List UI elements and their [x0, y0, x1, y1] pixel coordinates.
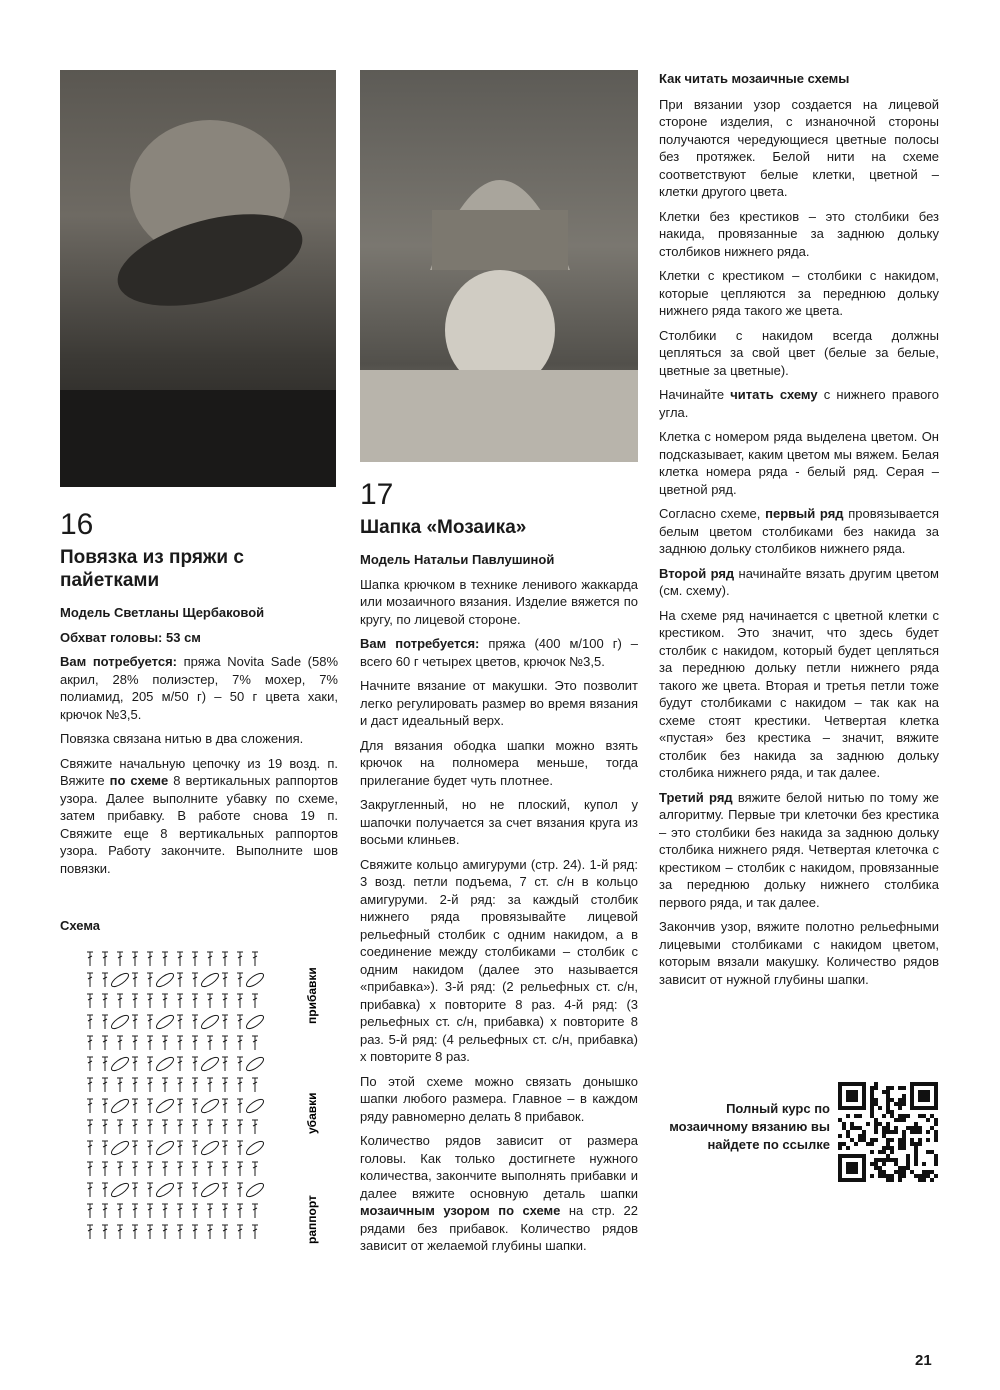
scheme-stitch-symbol [177, 1183, 183, 1197]
scheme-stitch-symbol [252, 1078, 258, 1092]
scheme-stitch-symbol [237, 1015, 243, 1029]
mosaic-p6: Клетка с номером ряда выделена цветом. Он подсказывает, каким цветом мы вяжем. Белая клетка номера ряда - белый ряд. Серая – цветной ряд. [659, 429, 939, 497]
scheme-stitch-symbol [192, 1057, 198, 1071]
scheme-stitch-symbol [162, 1225, 168, 1239]
scheme-stitch-symbol [177, 1015, 183, 1029]
scheme-stitch-symbol [222, 1162, 228, 1176]
scheme-stitch-symbol [102, 1099, 108, 1113]
project-16-size: Обхват головы: 53 см [60, 629, 201, 645]
scheme-stitch-symbol [147, 1162, 153, 1176]
scheme-stitch-symbol [192, 1120, 198, 1134]
mosaic-p10: Третий ряд вяжите белой нитью по тому же алгоритму. Первые три клеточки без крестика – это столбики без накида за заднюю дольку столбика нижнего рядя. Четвертая клеточка с крестиком – столбик с накидом, провязанные за переднюю дольку нижнего столбика первого ряда, и так далее. [659, 789, 939, 910]
scheme-stitch-symbol [192, 1162, 198, 1176]
scheme-stitch-symbol [177, 1120, 183, 1134]
scheme-cluster-symbol [110, 971, 131, 989]
scheme-cluster-symbol [110, 1097, 131, 1115]
mosaic-heading: Как читать мозаичные схемы [659, 71, 850, 86]
scheme-stitch-symbol [87, 1057, 93, 1071]
project-17-p3: Начните вязание от макушки. Это позволит легко регулировать размер во время вязания и даст идеальный верх. [360, 678, 638, 728]
scheme-stitch-symbol [177, 1141, 183, 1155]
scheme-stitch-symbol [207, 1204, 213, 1218]
scheme-cluster-symbol [200, 971, 221, 989]
scheme-stitch-symbol [117, 1078, 123, 1092]
scheme-stitch-symbol [132, 1078, 138, 1092]
mosaic-p4: Столбики с накидом всегда должны цепляться за свой цвет (белые за белые, цветные за цветные). [659, 327, 939, 378]
scheme-stitch-symbol [222, 1120, 228, 1134]
scheme-stitch-symbol [132, 1057, 138, 1071]
scheme-stitch-symbol [177, 952, 183, 966]
scheme-stitch-symbol [147, 1057, 153, 1071]
mosaic-p7: Согласно схеме, первый ряд провязывается белым цветом столбиками без накида за заднюю дольку столбиков нижнего ряда. [659, 506, 940, 556]
scheme-cluster-symbol [110, 1013, 131, 1031]
scheme-cluster-symbol [245, 1181, 266, 1199]
scheme-stitch-symbol [87, 973, 93, 987]
scheme-stitch-symbol [87, 1141, 93, 1155]
scheme-stitch-symbol [117, 1036, 123, 1050]
project-17-p1: Шапка крючком в технике ленивого жаккарда или мозаичного вязания. Изделие вяжется по кругу, по лицевой стороне. [360, 576, 638, 627]
scheme-stitch-symbol [102, 1183, 108, 1197]
scheme-stitch-symbol [237, 952, 243, 966]
scheme-stitch-symbol [207, 994, 213, 1008]
scheme-stitch-symbol [192, 1141, 198, 1155]
scheme-stitch-symbol [177, 994, 183, 1008]
scheme-cluster-symbol [245, 1013, 266, 1031]
mosaic-guide [659, 70, 939, 995]
scheme-stitch-symbol [192, 1036, 198, 1050]
scheme-stitch-symbol [222, 1141, 228, 1155]
crochet-scheme [60, 944, 330, 1259]
scheme-stitch-symbol [87, 994, 93, 1008]
scheme-stitch-symbol [222, 952, 228, 966]
scheme-stitch-symbol [177, 1036, 183, 1050]
mosaic-p8: Второй ряд начинайте вязать другим цветом (см. схему). [659, 565, 939, 598]
scheme-stitch-symbol [147, 973, 153, 987]
scheme-stitch-symbol [207, 1120, 213, 1134]
scheme-repeat-label: раппорт [305, 1195, 319, 1244]
project-16 [60, 508, 338, 884]
scheme-stitch-symbol [237, 973, 243, 987]
scheme-stitch-symbol [192, 1078, 198, 1092]
scheme-stitch-symbol [252, 952, 258, 966]
scheme-cluster-symbol [200, 1055, 221, 1073]
scheme-cluster-symbol [110, 1055, 131, 1073]
scheme-stitch-symbol [192, 952, 198, 966]
scheme-cluster-symbol [200, 1139, 221, 1157]
scheme-stitch-symbol [162, 1036, 168, 1050]
scheme-cluster-symbol [200, 1181, 221, 1199]
scheme-stitch-symbol [177, 1099, 183, 1113]
project-17-author: Модель Натальи Павлушиной [360, 552, 555, 567]
scheme-stitch-symbol [132, 1099, 138, 1113]
scheme-stitch-symbol [102, 1057, 108, 1071]
scheme-stitch-symbol [117, 1225, 123, 1239]
mosaic-p2: Клетки без крестиков – это столбики без накида, провязанные за заднюю дольку столбиков нижнего ряда. [659, 208, 939, 259]
scheme-stitch-symbol [177, 1204, 183, 1218]
scheme-stitch-symbol [87, 1015, 93, 1029]
scheme-stitch-symbol [177, 1162, 183, 1176]
scheme-stitch-symbol [177, 1078, 183, 1092]
scheme-stitch-symbol [192, 1099, 198, 1113]
scheme-stitch-symbol [102, 1204, 108, 1218]
scheme-label: Схема [60, 918, 101, 933]
scheme-stitch-symbol [162, 1120, 168, 1134]
scheme-stitch-symbol [222, 1078, 228, 1092]
scheme-stitch-symbol [222, 1057, 228, 1071]
scheme-stitch-symbol [192, 1183, 198, 1197]
scheme-stitch-symbol [237, 994, 243, 1008]
mosaic-p1: При вязании узор создается на лицевой стороне изделия, с изнаночной стороны получаются чередующиеся цветные полосы без протяжек. Белой нити на схеме соответствуют белые клетки, цветной – клетки другого цвета. [659, 96, 939, 199]
scheme-stitch-symbol [117, 1162, 123, 1176]
scheme-stitch-symbol [192, 1225, 198, 1239]
scheme-stitch-symbol [102, 1141, 108, 1155]
scheme-stitch-symbol [132, 1120, 138, 1134]
scheme-stitch-symbol [237, 1204, 243, 1218]
scheme-stitch-symbol [147, 1120, 153, 1134]
scheme-stitch-symbol [87, 952, 93, 966]
scheme-stitch-symbol [87, 1162, 93, 1176]
scheme-stitch-symbol [87, 1183, 93, 1197]
scheme-stitch-symbol [132, 1183, 138, 1197]
scheme-stitch-symbol [237, 1141, 243, 1155]
scheme-stitch-symbol [147, 994, 153, 1008]
scheme-stitch-symbol [207, 1225, 213, 1239]
scheme-stitch-symbol [117, 952, 123, 966]
scheme-stitch-symbol [87, 1099, 93, 1113]
scheme-cluster-symbol [245, 1097, 266, 1115]
project-16-materials: Вам потребуется: пряжа Novita Sade (58% акрил, 28% полиэстер, 7% мохер, 7% полиамид, 205 м/50 г) – 50 г цвета хаки, крючок №3,5. [60, 654, 339, 722]
scheme-stitch-symbol [132, 1162, 138, 1176]
scheme-stitch-symbol [252, 1162, 258, 1176]
scheme-stitch-symbol [252, 994, 258, 1008]
scheme-stitch-symbol [192, 1015, 198, 1029]
scheme-stitch-symbol [237, 1183, 243, 1197]
qr-code[interactable] [838, 1082, 938, 1182]
hat-photo [360, 70, 638, 462]
scheme-stitch-symbol [132, 1036, 138, 1050]
scheme-stitch-symbol [237, 1120, 243, 1134]
project-16-p2: Свяжите начальную цепочку из 19 возд. п. Вяжите по схеме 8 вертикальных раппортов узора. Далее выполните убавку по схеме, затем прибавку. В работе снова 19 п. Свяжите еще 8 вертикальных раппортов узора. Работу закончите. Выполните шов повязки. [60, 755, 338, 876]
scheme-cluster-symbol [245, 1139, 266, 1157]
mosaic-p3: Клетки с крестиком – столбики с накидом, которые цепляются за переднюю дольку нижнего ряда такого же цвета. [659, 268, 939, 318]
scheme-cluster-symbol [155, 1013, 176, 1031]
scheme-stitch-symbol [102, 973, 108, 987]
scheme-stitch-symbol [147, 1036, 153, 1050]
scheme-stitch-symbol [192, 973, 198, 987]
scheme-stitch-symbol [87, 1204, 93, 1218]
project-17-p8: Количество рядов зависит от размера головы. Как только достигнете нужного количества, закончите выполнять прибавки и далее вяжите основную деталь шапки мозаичным узором по схеме на стр. 22 рядами без прибавок. Количество рядов зависит от желаемой глубины шапки. [360, 1133, 638, 1253]
scheme-decrease-label: убавки [305, 1092, 319, 1134]
scheme-stitch-symbol [147, 1099, 153, 1113]
scheme-increase-label: прибавки [305, 967, 319, 1024]
mosaic-p9: На схеме ряд начинается с цветной клетки с крестиком. Это значит, что здесь будет столбик с накидом, который будет цепляться за переднюю дольку петли нижнего ряда такого же цвета. Вторая и третья петли тоже будут столбиками с накидом – так как на схеме стоят крестики. Четвертая клетка «пустая» без крестика – значит, вяжите столбик без накида за заднюю дольку столбика нижнего ряда, и так далее. [659, 607, 939, 780]
scheme-stitch-symbol [222, 1183, 228, 1197]
scheme-cluster-symbol [200, 1013, 221, 1031]
scheme-stitch-symbol [87, 1225, 93, 1239]
scheme-stitch-symbol [252, 1225, 258, 1239]
project-17-p4: Для вязания ободка шапки можно взять крючок на полномера меньше, тогда прилегание будет чуть плотнее. [360, 737, 638, 788]
scheme-stitch-symbol [132, 1015, 138, 1029]
scheme-cluster-symbol [155, 971, 176, 989]
project-17-materials: Вам потребуется: пряжа (400 м/100 г) – всего 60 г четырех цветов, крючок №3,5. [360, 636, 638, 669]
scheme-stitch-symbol [237, 1225, 243, 1239]
mosaic-p5: Начинайте читать схему с нижнего правого угла. [659, 387, 939, 420]
scheme-stitch-symbol [162, 994, 168, 1008]
scheme-stitch-symbol [132, 952, 138, 966]
scheme-stitch-symbol [237, 1078, 243, 1092]
scheme-stitch-symbol [207, 1036, 213, 1050]
scheme-stitch-symbol [117, 994, 123, 1008]
scheme-stitch-symbol [102, 1036, 108, 1050]
scheme-stitch-symbol [177, 1225, 183, 1239]
scheme-stitch-symbol [132, 1141, 138, 1155]
project-16-author: Модель Светланы Щербаковой [60, 605, 265, 620]
scheme-stitch-symbol [147, 952, 153, 966]
scheme-stitch-symbol [132, 994, 138, 1008]
scheme-stitch-symbol [147, 1141, 153, 1155]
scheme-stitch-symbol [102, 1225, 108, 1239]
scheme-cluster-symbol [155, 1055, 176, 1073]
scheme-stitch-symbol [87, 1120, 93, 1134]
scheme-stitch-symbol [87, 1078, 93, 1092]
scheme-stitch-symbol [222, 973, 228, 987]
scheme-stitch-symbol [252, 1120, 258, 1134]
scheme-stitch-symbol [117, 1120, 123, 1134]
scheme-stitch-symbol [147, 1015, 153, 1029]
scheme-stitch-symbol [252, 1204, 258, 1218]
scheme-stitch-symbol [192, 994, 198, 1008]
scheme-stitch-symbol [162, 1078, 168, 1092]
scheme-stitch-symbol [237, 1036, 243, 1050]
scheme-stitch-symbol [177, 1057, 183, 1071]
scheme-stitch-symbol [102, 1015, 108, 1029]
scheme-stitch-symbol [252, 1036, 258, 1050]
scheme-stitch-symbol [222, 1015, 228, 1029]
project-16-title: Повязка из пряжи с пайетками [60, 547, 244, 591]
mosaic-p11: Закончив узор, вяжите полотно рельефными лицевыми столбиками с накидом цветом, которым вязали макушку. Количество рядов зависит от нужной глубины шапки. [659, 919, 939, 987]
project-16-p1: Повязка связана нитью в два сложения. [60, 731, 304, 746]
scheme-stitch-symbol [102, 1120, 108, 1134]
scheme-stitch-symbol [177, 973, 183, 987]
scheme-stitch-symbol [102, 1078, 108, 1092]
scheme-stitch-symbol [237, 1099, 243, 1113]
scheme-stitch-symbol [147, 1225, 153, 1239]
scheme-stitch-symbol [222, 1036, 228, 1050]
scheme-cluster-symbol [155, 1139, 176, 1157]
scheme-stitch-symbol [222, 1099, 228, 1113]
scheme-stitch-symbol [162, 1204, 168, 1218]
scheme-cluster-symbol [245, 971, 266, 989]
scheme-stitch-symbol [222, 994, 228, 1008]
scheme-stitch-symbol [102, 1162, 108, 1176]
scheme-stitch-symbol [147, 1204, 153, 1218]
headband-photo [60, 70, 336, 487]
scheme-stitch-symbol [162, 1162, 168, 1176]
scheme-stitch-symbol [222, 1225, 228, 1239]
scheme-cluster-symbol [245, 1055, 266, 1073]
scheme-cluster-symbol [155, 1097, 176, 1115]
page-number: 21 [915, 1352, 932, 1369]
project-17-title: Шапка «Мозаика» [360, 517, 527, 538]
scheme-cluster-symbol [200, 1097, 221, 1115]
project-17-p7: По этой схеме можно связать донышко шапки любого размера. Главное – в каждом ряду равномерно делать 8 прибавок. [360, 1073, 638, 1124]
scheme-stitch-symbol [132, 1225, 138, 1239]
project-17-number: 17 [360, 478, 394, 511]
project-17-p5: Закругленный, но не плоский, купол у шапочки получается за счет вязания круга из восьми клиньев. [360, 797, 638, 847]
scheme-stitch-symbol [192, 1204, 198, 1218]
scheme-cluster-symbol [155, 1181, 176, 1199]
project-17 [360, 478, 638, 1262]
course-link-text: Полный курс по мозаичному вязанию вы найдете по ссылке [669, 1101, 830, 1152]
scheme-stitch-symbol [132, 973, 138, 987]
scheme-stitch-symbol [222, 1204, 228, 1218]
scheme-stitch-symbol [207, 1078, 213, 1092]
scheme-stitch-symbol [162, 952, 168, 966]
scheme-cluster-symbol [110, 1181, 131, 1199]
project-17-p6: Свяжите кольцо амигуруми (стр. 24). 1-й ряд: 3 возд. петли подъема, 7 ст. с/н в кольцо амигуруми. 2-й ряд: за каждый столбик нижнего ряда провязывайте лицевой рельефный столбик с одним накидом, а в соединение между столбиками – столбик с одним накидом (далее это называется «прибавка»). 3-й ряд: (2 рельефных ст. с/н, прибавка) х повторите 8 раз. 4-й ряд: (3 рельефных ст. с/н, прибавка) х повторите 8 раз. 5-й ряд: (4 рельефных ст. с/н, прибавка) х повторите 8 раз. [360, 856, 638, 1064]
scheme-stitch-symbol [207, 952, 213, 966]
scheme-stitch-symbol [147, 1078, 153, 1092]
scheme-stitch-symbol [237, 1057, 243, 1071]
scheme-stitch-symbol [117, 1204, 123, 1218]
scheme-stitch-symbol [102, 994, 108, 1008]
scheme-stitch-symbol [207, 1162, 213, 1176]
scheme-stitch-symbol [132, 1204, 138, 1218]
scheme-stitch-symbol [102, 952, 108, 966]
scheme-cluster-symbol [110, 1139, 131, 1157]
scheme-stitch-symbol [87, 1036, 93, 1050]
project-16-number: 16 [60, 508, 94, 541]
scheme-stitch-symbol [147, 1183, 153, 1197]
scheme-stitch-symbol [237, 1162, 243, 1176]
